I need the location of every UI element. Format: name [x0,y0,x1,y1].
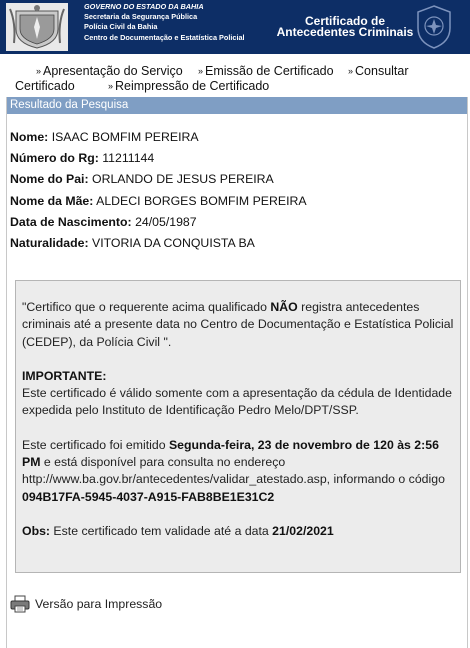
cert-statement-nao: NÃO [270,300,298,314]
nav-link-consult[interactable] [348,64,409,78]
nav-link-consult-cont[interactable] [15,79,75,93]
field-birth-date [10,212,467,233]
bahia-coat-of-arms-icon [6,3,68,51]
person-fields [7,114,467,254]
important-heading: IMPORTANTE: [22,368,107,383]
cert-statement-part: registra antecedentes criminais até a presente data no Centro de Documentação e Estatística Policial (CEDEP), da Polícia Civil ". [22,300,454,349]
field-value: ORLANDO DE JESUS PEREIRA [92,172,274,187]
print-version-label: Versão para Impressão [35,597,163,611]
emission-date: Segunda-feira, 23 de novembro de 120 às 2:56 PM [22,437,439,470]
gov-line-police: Polícia Civil da Bahia [84,22,158,32]
validation-code-value: 094B17FA-5945-4037-A915-FAB8BE1E31C2 [22,489,275,504]
emission-part: Este certificado foi emitido [22,437,169,452]
field-value: 24/05/1987 [135,214,197,229]
nav-consult-label-1: Consultar [355,64,409,78]
field-value: ISAAC BOMFIM PEREIRA [51,130,199,144]
nav-reprint-label: Reimpressão de Certificado [115,79,270,93]
field-value: VITORIA DA CONQUISTA BA [92,235,255,250]
gov-line-secretariat: Secretaria da Segurança Pública [84,12,198,22]
header-banner [0,0,470,54]
field-value: 11211144 [102,151,155,166]
certificate-header-title [270,16,420,38]
field-label: Nome do Pai: [10,172,89,187]
cert-statement-part: "Certifico que o requerente acima qualificado [22,300,271,314]
important-text: Este certificado é válido somente com a apresentação da cédula de Identidade expedida pelo Instituto de Identificação Pedro Melo/DPT/SSP. [22,386,452,418]
nav-link-reprint[interactable] [108,79,269,93]
emission-info [22,437,454,489]
nav-emission-label: Emissão de Certificado [205,64,334,78]
obs-date: 21/02/2021 [272,523,334,538]
field-label: Data de Nascimento: [10,214,132,229]
nav-link-emission[interactable] [198,64,334,78]
validation-code [22,489,454,506]
field-birthplace [10,233,467,254]
obs-text: Este certificado tem validade até a data [50,523,273,538]
cert-title-line2: Antecedentes Criminais [276,25,414,39]
observation [22,523,454,540]
nav-bullet: » [108,81,114,91]
nav-bullet: » [36,66,42,76]
police-seal-icon [414,4,454,50]
field-father-name [10,169,467,190]
field-name [10,127,467,148]
obs-label: Obs: [22,523,51,538]
top-navigation [0,62,470,96]
printer-icon [10,595,30,613]
government-header-text [84,2,245,43]
cert-title-line1: Certificado de [304,14,385,28]
result-panel [6,97,468,648]
certificate-text-box [15,280,461,573]
field-label: Nome: [10,130,49,144]
nav-presentation-label: Apresentação do Serviço [43,64,183,78]
certification-statement [22,299,454,351]
nav-consult-label-2: Certificado [15,79,75,93]
field-label: Naturalidade: [10,235,89,250]
gov-line-state: GOVERNO DO ESTADO DA BAHIA [84,2,204,11]
gov-line-center: Centro de Documentação e Estatística Policial [84,32,245,42]
important-label [22,368,454,385]
print-version-link[interactable] [10,594,162,614]
nav-bullet: » [348,66,354,76]
result-panel-title: Resultado da Pesquisa [7,97,467,114]
field-mother-name [10,191,467,212]
nav-bullet: » [198,66,204,76]
nav-link-presentation[interactable] [36,64,183,78]
field-rg-number [10,148,467,169]
field-value: ALDECI BORGES BOMFIM PEREIRA [96,193,307,208]
field-label: Número do Rg: [10,151,99,166]
emission-part: e está disponível para consulta no endereço http://www.ba.gov.br/antecedentes/validar_atestado.asp, informando o código [22,455,445,487]
field-label: Nome da Mãe: [10,193,94,208]
